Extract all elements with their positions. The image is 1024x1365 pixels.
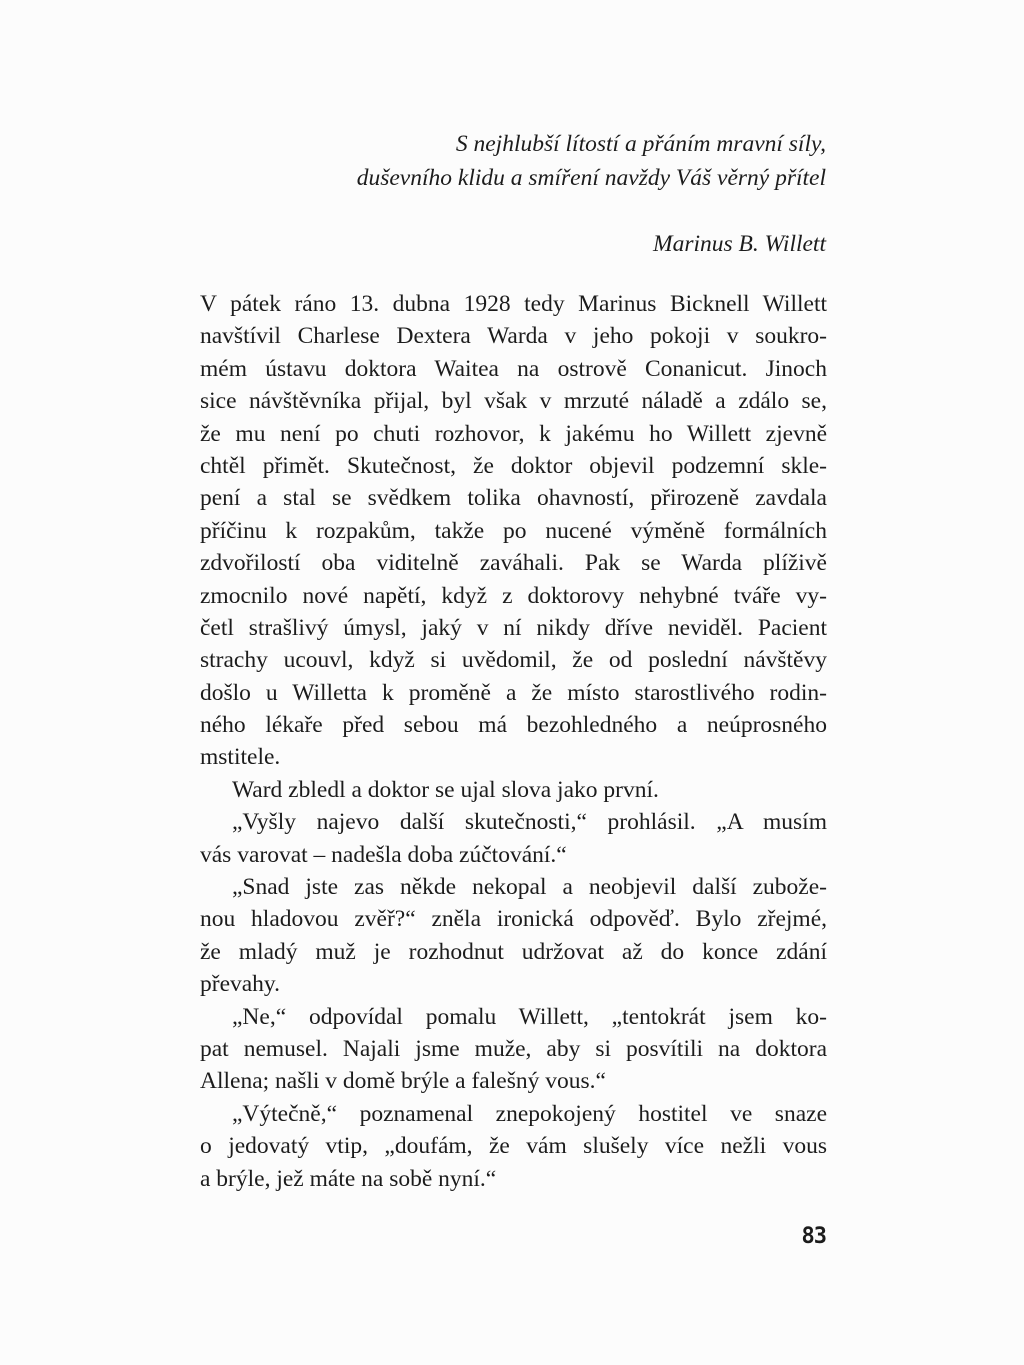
text-line: V pátek ráno 13. dubna 1928 tedy Marinus Bicknell Willett [200,291,827,317]
text-line: že mu není po chuti rozhovor, k jakému ho Willett zjevně [200,420,827,447]
text-line: a brýle, jež máte na sobě nyní.“ [200,1165,497,1192]
text-line: mstitele. [200,744,281,771]
text-line: sice návštěvníka přijal, byl však v mrzuté náladě a zdálo se, [200,388,827,415]
text-line: Ward zbledl a doktor se ujal slova jako první. [232,776,659,803]
text-line: chtěl přimět. Skutečnost, že doktor objevil podzemní skle- [200,452,827,479]
text-line: o jedovatý vtip, „doufám, že vám slušely více nežli vous [200,1133,827,1160]
text-line: že mladý muž je rozhodnut udržovat až do konce zdání [200,938,827,965]
text-line: „Vyšly najevo další skutečnosti,“ prohlásil. „A musím [232,809,827,836]
closing-line-2: duševního klidu a smíření navždy Váš věrný přítel [356,165,826,191]
text-line: „Ne,“ odpovídal pomalu Willett, „tentokrát jsem ko- [232,1003,827,1030]
text-line: četl strašlivý úmysl, jaký v ní nikdy dříve neviděl. Pacient [200,614,827,641]
text-line: mém ústavu doktora Waitea na ostrově Conanicut. Jinoch [200,355,827,382]
text-line: strachy ucouvl, když si uvědomil, že od poslední návštěvy [200,647,827,674]
text-line: pení a stal se svědkem tolika ohavností, přirozeně zavdala [200,485,827,512]
text-line: převahy. [200,971,281,998]
page-number: 83 [801,1224,826,1249]
letter-signature: Marinus B. Willett [653,231,826,257]
text-line: došlo u Willetta k proměně a že místo starostlivého rodin- [200,679,827,706]
text-line: ného lékaře před sebou má bezohledného a neúprosného [200,712,827,739]
letter-closing [357,127,826,195]
text-line: „Snad jste zas někde nekopal a neobjevil další zubože- [232,874,827,901]
text-line: „Výtečně,“ poznamenal znepokojený hostitel ve snaze [232,1100,827,1127]
text-line: navštívil Charlese Dextera Warda v jeho pokoji v soukro- [200,323,827,350]
text-line: nou hladovou zvěř?“ zněla ironická odpověď. Bylo zřejmé, [200,906,827,933]
text-line: zdvořilostí oba viditelně zaváhali. Pak se Warda plíživě [200,550,827,577]
text-line: Allena; našli v domě brýle a falešný vous.“ [200,1068,606,1095]
text-line: pat nemusel. Najali jsme muže, aby si posvítili na doktora [200,1035,827,1062]
text-line: vás varovat – nadešla doba zúčtování.“ [200,841,567,868]
text-line: příčinu k rozpakům, takže po nucené výměně formálních [200,517,827,544]
body-text [200,288,827,1195]
closing-line-1: S nejhlubší lítostí a přáním mravní síly, [455,131,826,157]
text-line: zmocnilo nové napětí, když z doktorovy nehybné tváře vy- [200,582,827,609]
